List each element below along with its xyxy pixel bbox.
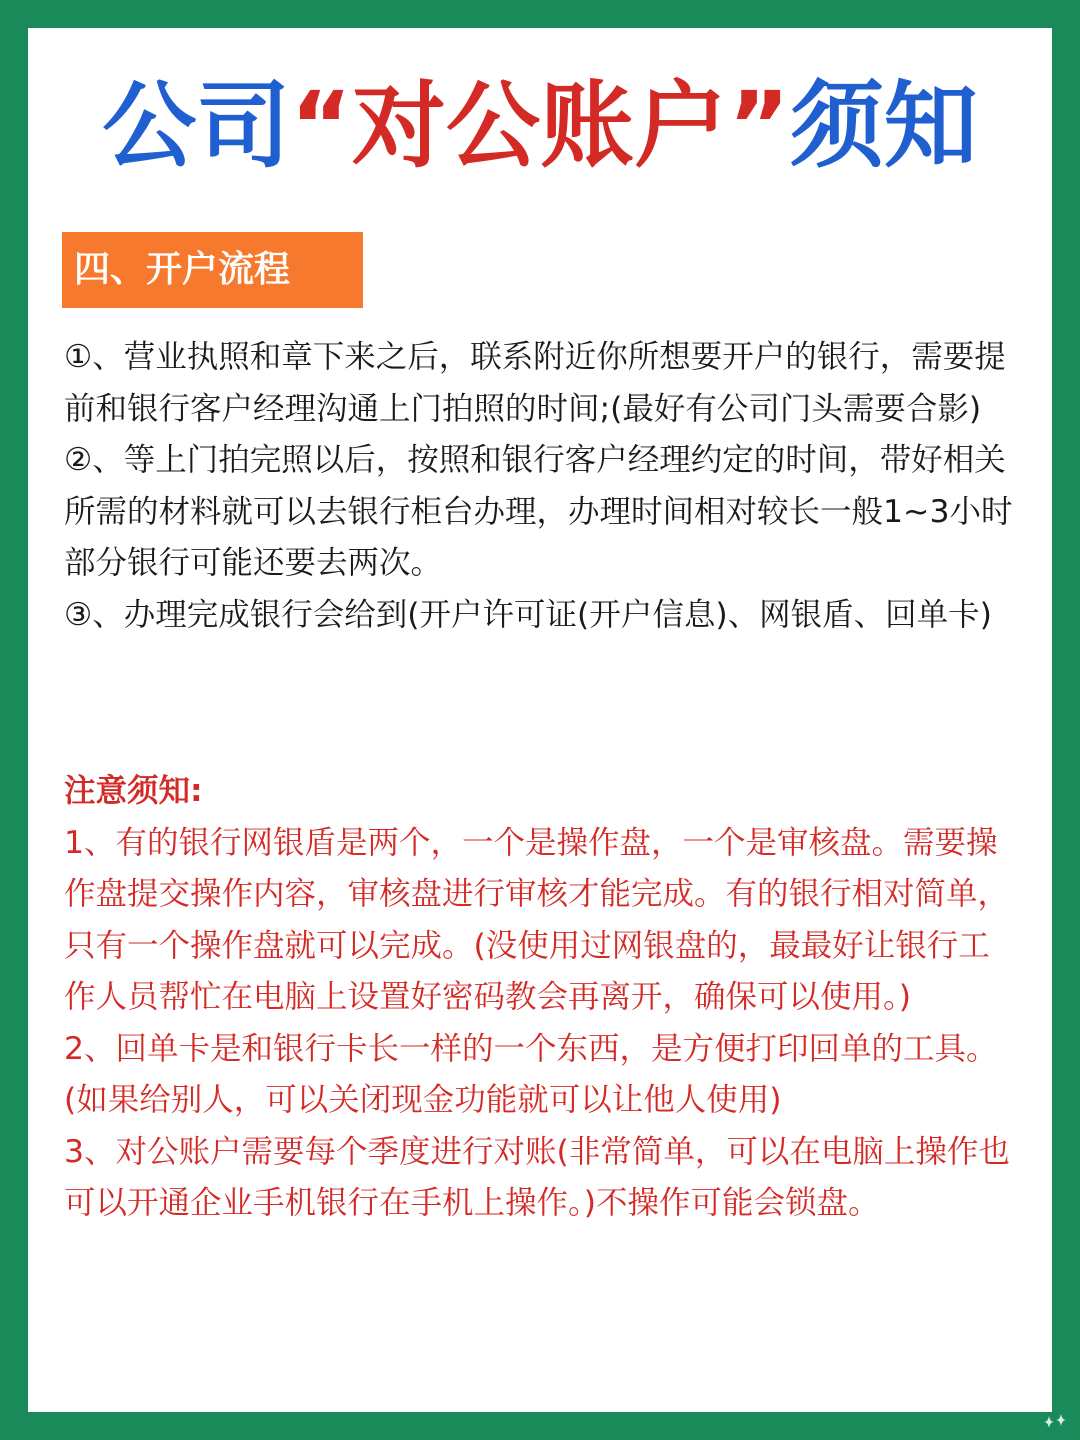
note-item: 2、回单卡是和银行卡长一样的一个东西，是方便打印回单的工具。(如果给别人，可以关闭现金功能就可以让他人使用) (64, 1030, 998, 1118)
note-item: 3、对公账户需要每个季度进行对账(非常简单，可以在电脑上操作也可以开通企业手机银行在手机上操作。)不操作可能会锁盘。 (64, 1133, 1010, 1221)
title-part-company: 公司 (102, 72, 291, 181)
note-item: 1、有的银行网银盾是两个，一个是操作盘，一个是审核盘。需要操作盘提交操作内容，审核盘进行审核才能完成。有的银行相对简单，只有一个操作盘就可以完成。(没使用过网银盘的，最最好让银行工作人员帮忙在电脑上设置好密码教会再离开，确保可以使用。) (64, 824, 1010, 1015)
notes-heading: 注意须知: (64, 773, 203, 809)
step-item: ③、办理完成银行会给到(开户许可证(开户信息)、网银盾、回单卡) (64, 596, 992, 633)
title-part-notice: 须知 (789, 72, 978, 181)
section-heading-badge: 四、开户流程 (62, 232, 363, 308)
page-title (0, 62, 1080, 192)
title-part-account: “对公账户” (290, 72, 790, 181)
notes-section (64, 766, 1014, 1230)
step-item: ②、等上门拍完照以后，按照和银行客户经理约定的时间，带好相关所需的材料就可以去银行柜台办理，办理时间相对较长一般1~3小时部分银行可能还要去两次。 (64, 442, 1013, 581)
step-item: ①、营业执照和章下来之后，联系附近你所想要开户的银行，需要提前和银行客户经理沟通上门拍照的时间;(最好有公司门头需要合影) (64, 339, 1006, 427)
process-steps (64, 332, 1014, 641)
sparkle-icon (1038, 1408, 1072, 1436)
